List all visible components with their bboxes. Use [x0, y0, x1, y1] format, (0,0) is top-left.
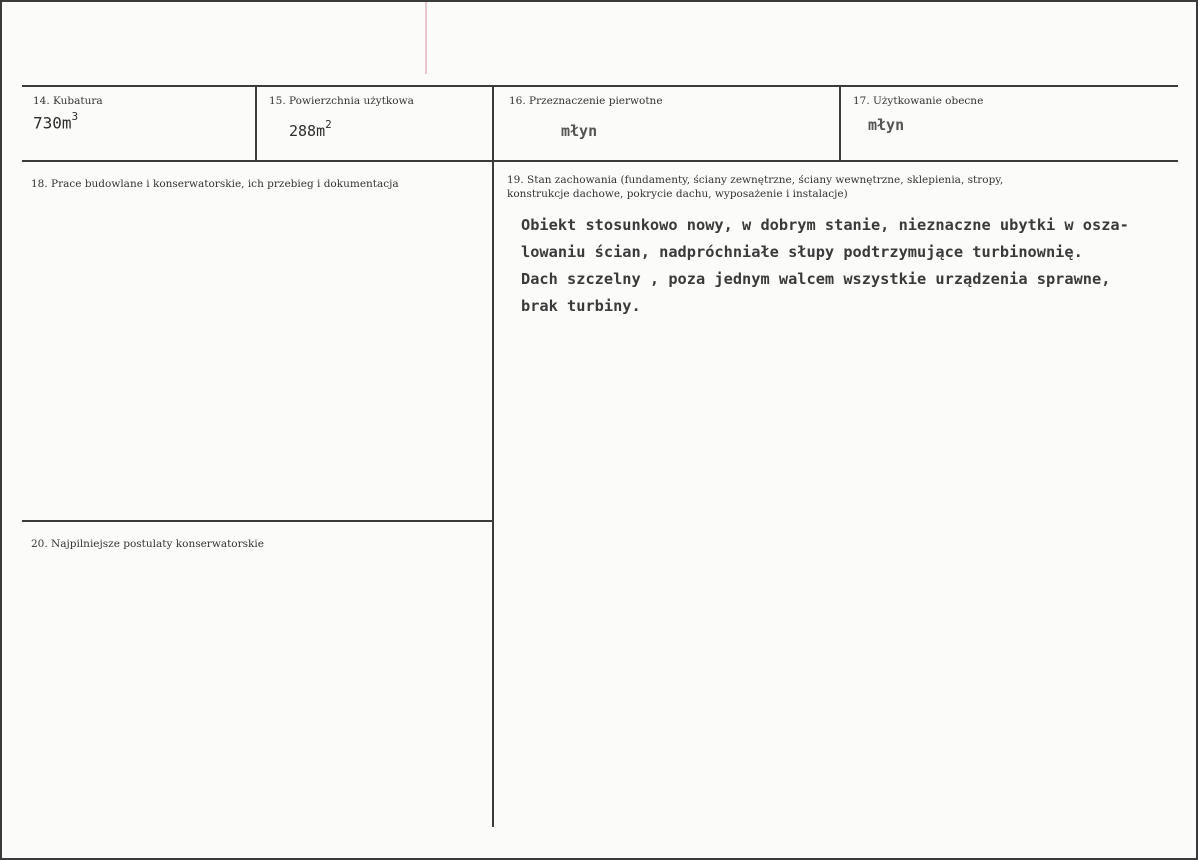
field-17-value: młyn — [868, 116, 905, 134]
field-15-exponent: 2 — [325, 118, 332, 131]
field-15-value: $288m^2$ — [289, 118, 332, 140]
field-17-label: 17. Użytkowanie obecne — [853, 95, 984, 107]
field-19-line-3: Dach szczelny , poza jednym walcem wszystkie urządzenia sprawne, — [521, 270, 1111, 288]
divider-16-17 — [839, 86, 841, 161]
field-19-text — [521, 212, 1129, 320]
field-14-exponent: 3 — [71, 110, 79, 123]
field-19-line-4: brak turbiny. — [521, 297, 641, 315]
field-20-label: 20. Najpilniejsze postulaty konserwatorskie — [31, 538, 264, 550]
inventory-card — [2, 2, 1196, 858]
field-19-label: 19. Stan zachowania (fundamenty, ściany zewnętrzne, ściany wewnętrzne, sklepienia, stropy, konstrukcje dachowe, pokrycie dachu, wyposażenie i instalacje) — [507, 174, 1004, 200]
row1-rule — [22, 160, 1178, 162]
divider-15-16 — [492, 86, 494, 827]
field-16-value: młyn — [561, 122, 598, 140]
field-18-label: 18. Prace budowlane i konserwatorskie, ich przebieg i dokumentacja — [31, 178, 399, 190]
top-rule — [22, 85, 1178, 87]
field-14-label: 14. Kubatura — [33, 95, 103, 107]
field-14-value: $730m^3$ — [33, 110, 79, 133]
divider-14-15 — [255, 86, 257, 161]
field-19-line-1: Obiekt stosunkowo nowy, w dobrym stanie, nieznaczne ubytki w osza- — [521, 216, 1129, 234]
margin-mark — [425, 2, 427, 74]
field-15-label: 15. Powierzchnia użytkowa — [269, 95, 414, 107]
box18-bottom-rule — [22, 520, 492, 522]
field-19-line-2: lowaniu ścian, nadpróchniałe słupy podtrzymujące turbinownię. — [521, 243, 1083, 261]
field-16-label: 16. Przeznaczenie pierwotne — [509, 95, 663, 107]
